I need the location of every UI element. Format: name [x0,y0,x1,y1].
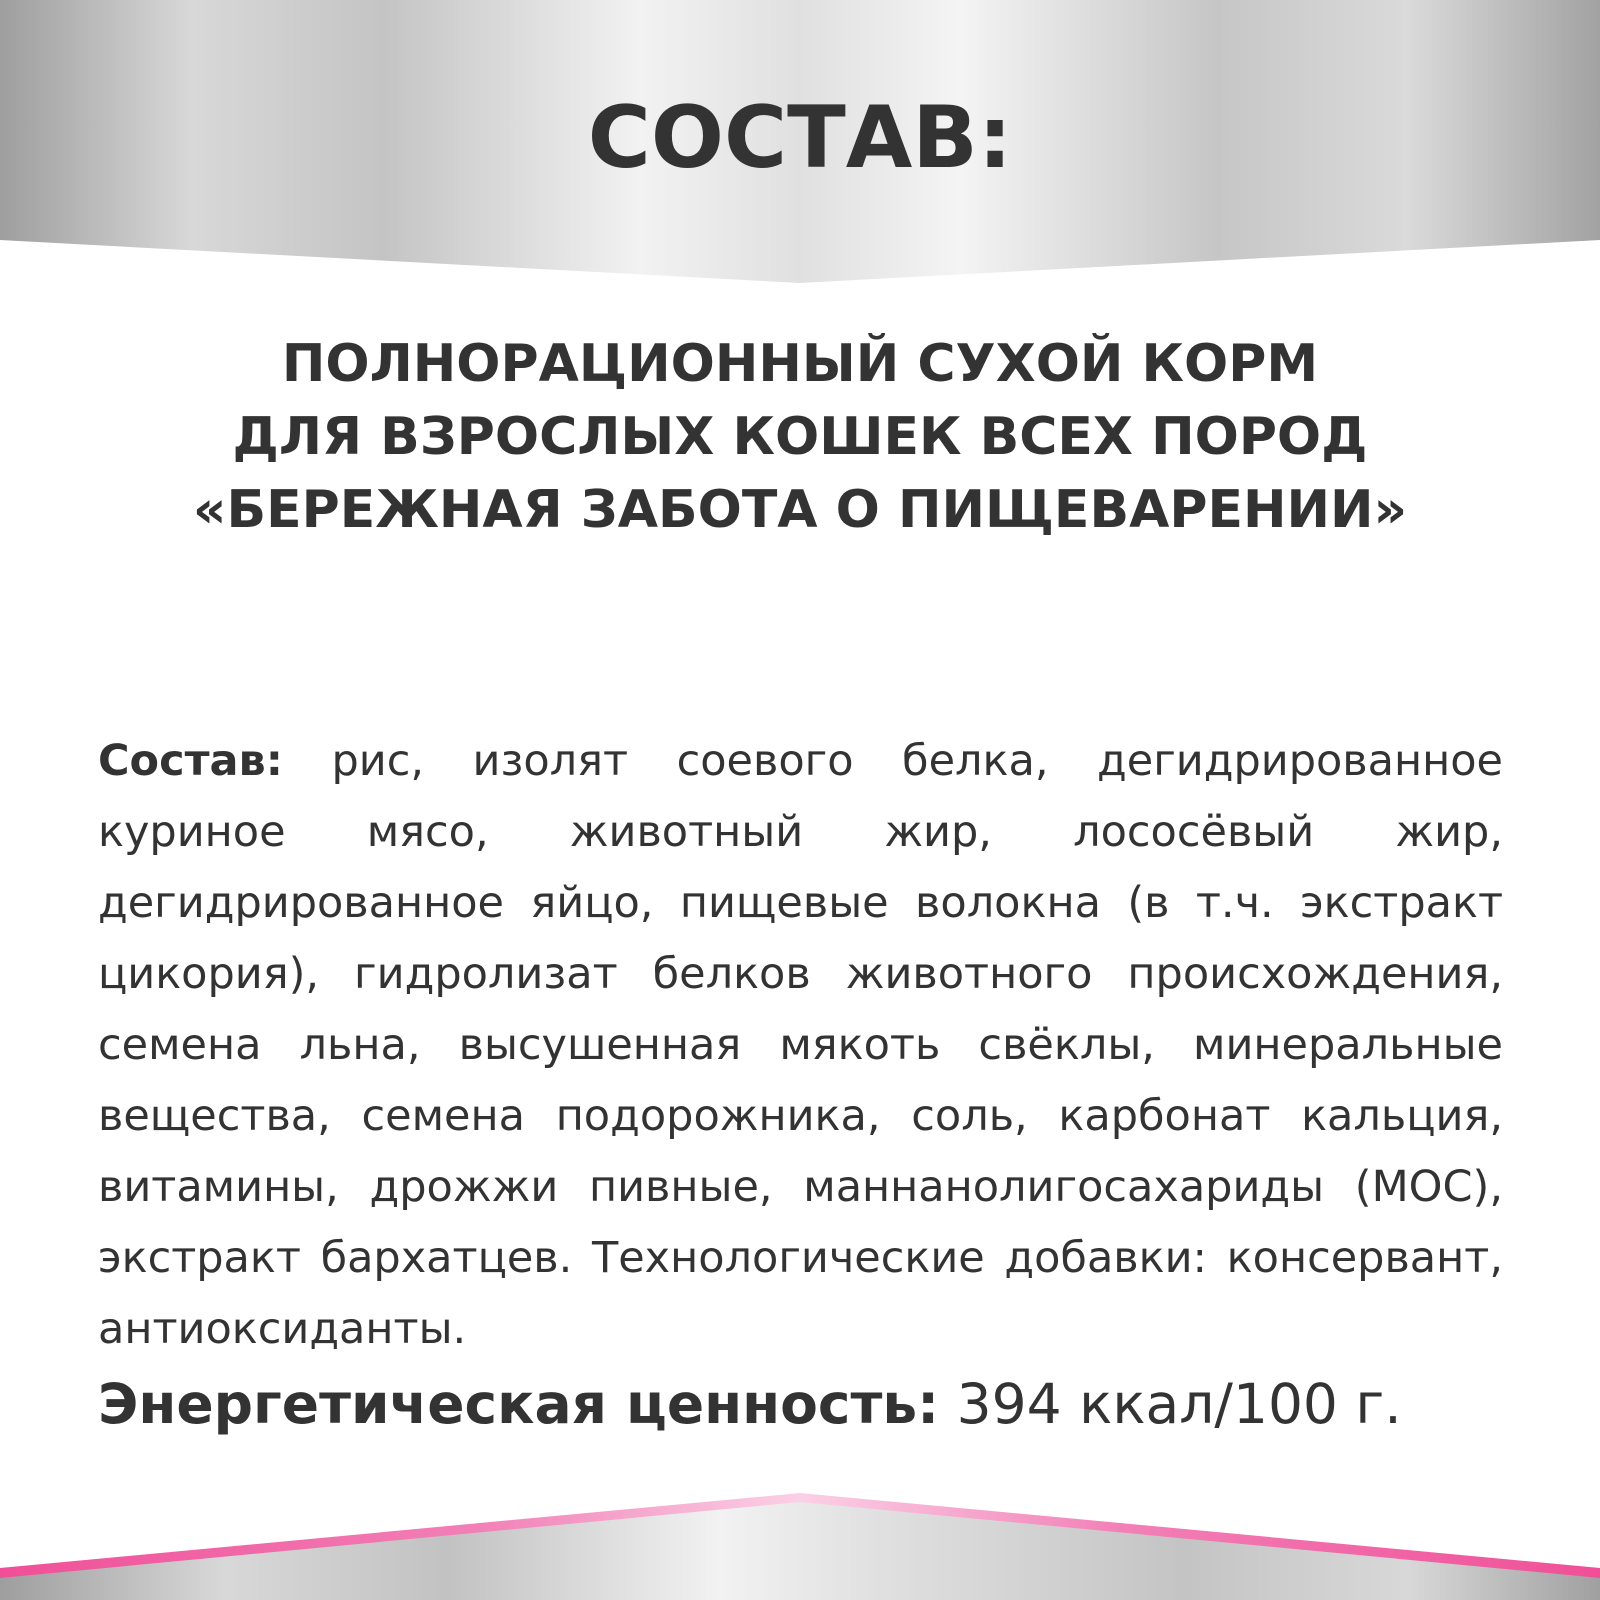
energy-value: 394 ккал/100 г. [956,1372,1402,1436]
product-title-line: ДЛЯ ВЗРОСЛЫХ КОШЕК ВСЕХ ПОРОД [232,407,1368,467]
energy-label: Энергетическая ценность: [98,1372,940,1436]
product-title [0,328,1600,547]
energy-value-line [98,1368,1503,1440]
composition-text: рис, изолят соевого белка, дегидрированное куриное мясо, животный жир, лососёвый жир, дегидрированное яйцо, пищевые волокна (в т.ч. экстракт цикория), гидролизат белков животного происхождения, семена льна, высушенная мякоть свёклы, минеральные вещества, семена подорожника, соль, карбонат кальция, витамины, дрожжи пивные, маннанолигосахариды (МОС), экстракт бархатцев. Технологические добавки: консервант, антиоксиданты. [98,736,1503,1354]
composition-paragraph [98,726,1503,1365]
composition-label: Состав: [98,736,283,786]
product-title-line: «БЕРЕЖНАЯ ЗАБОТА О ПИЩЕВАРЕНИИ» [192,480,1408,540]
footer-band [0,1480,1600,1600]
product-title-line: ПОЛНОРАЦИОННЫЙ СУХОЙ КОРМ [281,334,1319,394]
page-title: СОСТАВ: [587,88,1013,188]
